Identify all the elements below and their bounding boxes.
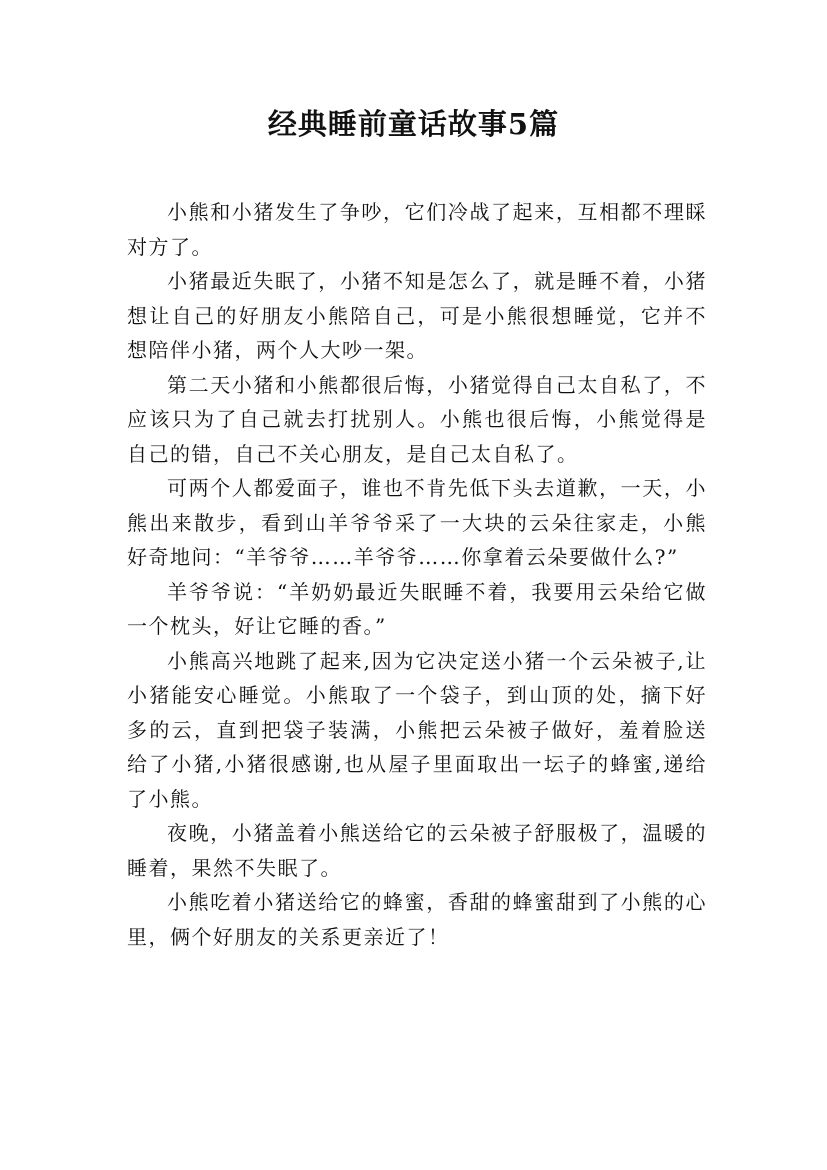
paragraph: 小熊和小猪发生了争吵，它们冷战了起来，互相都不理睬对方了。 xyxy=(127,200,707,259)
paragraph: 小熊吃着小猪送给它的蜂蜜，香甜的蜂蜜甜到了小熊的心里，俩个好朋友的关系更亲近了！ xyxy=(127,890,707,949)
paragraph: 小猪最近失眠了，小猪不知是怎么了，就是睡不着，小猪想让自己的好朋友小熊陪自己，可是小熊很想睡觉，它并不想陪伴小猪，两个人大吵一架。 xyxy=(127,269,707,362)
document-body xyxy=(127,195,707,954)
paragraph: 夜晚，小猪盖着小熊送给它的云朵被子舒服极了，温暖的睡着，果然不失眠了。 xyxy=(127,821,707,880)
paragraph: 羊爷爷说：“羊奶奶最近失眠睡不着，我要用云朵给它做一个枕头，好让它睡的香。” xyxy=(127,579,707,638)
paragraph: 可两个人都爱面子，谁也不肯先低下头去道歉，一天，小熊出来散步，看到山羊爷爷采了一大块的云朵往家走，小熊好奇地问：“羊爷爷……羊爷爷……你拿着云朵要做什么?” xyxy=(127,476,707,569)
paragraph: 第二天小猪和小熊都很后悔，小猪觉得自己太自私了，不应该只为了自己就去打扰别人。小熊也很后悔，小熊觉得是自己的错，自己不关心朋友，是自己太自私了。 xyxy=(127,372,707,466)
document-title: 经典睡前童话故事5篇 xyxy=(267,107,560,141)
paragraph: 小熊高兴地跳了起来,因为它决定送小猪一个云朵被子,让小猪能安心睡觉。小熊取了一个袋子，到山顶的处，摘下好多的云，直到把袋子装满，小熊把云朵被子做好，羞着脸送给了小猪,小猪很感谢,也从屋子里面取出一坛子的蜂蜜,递给了小熊。 xyxy=(127,648,707,811)
